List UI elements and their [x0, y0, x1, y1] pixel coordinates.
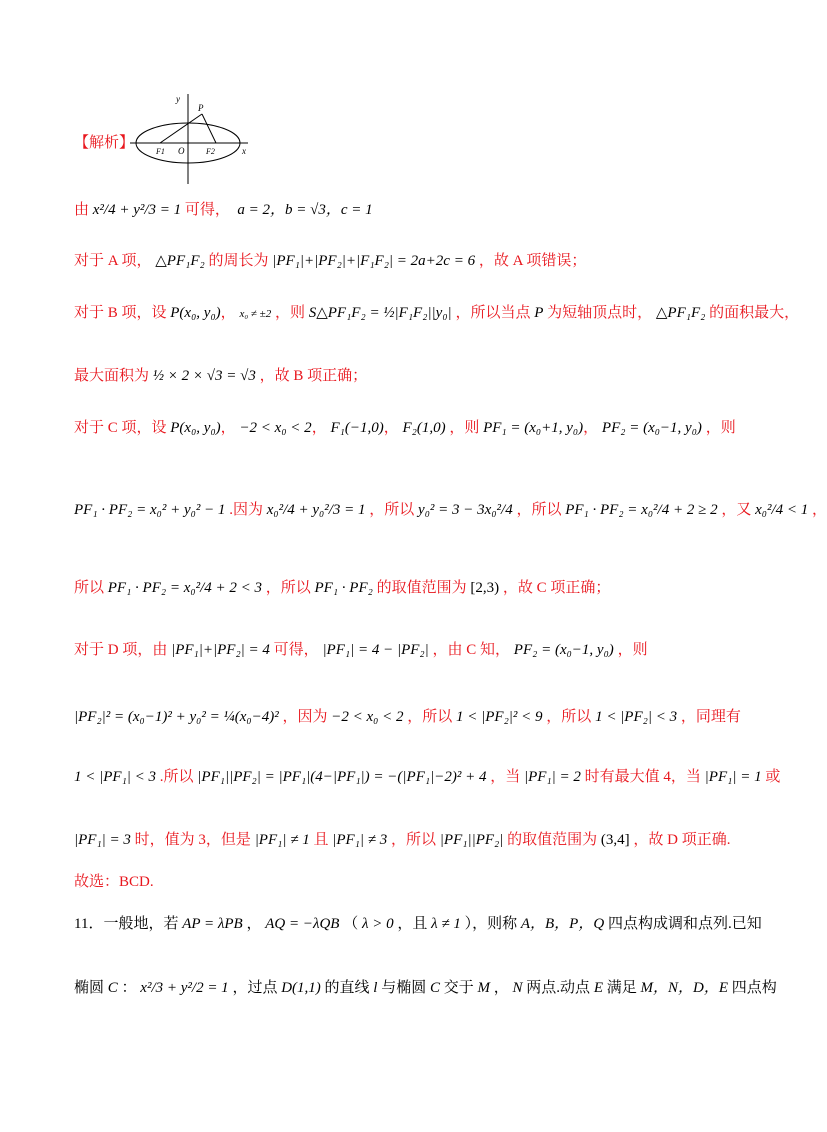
- text: 的面积最大，: [709, 305, 800, 321]
- text: 的直线: [324, 980, 370, 996]
- expr: x₀²/4 + y₀²/3 = 1: [266, 502, 366, 518]
- triangle: △PF₁F₂: [655, 305, 706, 321]
- expr: |PF₁| ≠ 1: [254, 832, 310, 848]
- text: （: [343, 916, 359, 932]
- condition: −2 < x₀ < 2: [239, 420, 312, 436]
- text: ，所以: [369, 502, 415, 518]
- axis-label-x: x: [242, 146, 246, 156]
- parameters: a = 2，b = √3，c = 1: [237, 202, 373, 218]
- text: ，则: [705, 420, 736, 436]
- point-label-f1: F1: [156, 147, 165, 156]
- text: 椭圆: [74, 980, 105, 996]
- text: ，故 D 项正确.: [633, 832, 731, 848]
- expr: |PF₁|+|PF₂| = 4: [171, 642, 270, 658]
- text: 由: [74, 202, 90, 218]
- point-p: P: [534, 305, 544, 321]
- text: ，又: [721, 502, 752, 518]
- expr: AQ = −λQB: [265, 916, 340, 932]
- text: 四点构成调和点列.已知: [607, 916, 762, 932]
- text: 时有最大值 4，当: [584, 769, 701, 785]
- line-2: [74, 251, 586, 271]
- expr: |PF₁| = 1: [704, 769, 762, 785]
- text: 与椭圆: [381, 980, 427, 996]
- point: P(x₀, y₀): [170, 305, 221, 321]
- text: ，: [246, 916, 262, 932]
- expr: PF₁ · PF₂: [314, 580, 373, 596]
- expr: x²/3 + y²/2 = 1: [140, 980, 229, 996]
- point-label-o: O: [178, 146, 185, 156]
- ellipse-figure: [130, 92, 255, 187]
- expr: 1 < |PF₁| < 3: [74, 769, 157, 785]
- expr: l: [373, 980, 378, 996]
- perimeter-expr: |PF₁|+|PF₂|+|F₁F₂| = 2a+2c = 6: [272, 253, 476, 269]
- max-area-expr: ½ × 2 × √3 = √3: [152, 368, 256, 384]
- focus-1: F₁(−1,0): [330, 420, 384, 436]
- text: ，由 C 知，: [432, 642, 511, 658]
- expr: |PF₁| = 4 − |PF₂|: [322, 642, 429, 658]
- expr: D(1,1): [281, 980, 321, 996]
- expr: PF₁ · PF₂ = x₀²/4 + 2 ≥ 2: [565, 502, 718, 518]
- text: ），则称: [464, 916, 518, 932]
- answer: 故选：BCD.: [74, 874, 154, 890]
- expr: |PF₁| = 2: [523, 769, 581, 785]
- text: 对于 C 项，设: [74, 420, 167, 436]
- text: ，所以: [546, 709, 592, 725]
- text: 的取值范围为: [376, 580, 467, 596]
- text: ，: [493, 980, 509, 996]
- text: ，所以: [516, 502, 562, 518]
- text: ，故 A 项错误；: [478, 253, 587, 269]
- text: ，: [812, 502, 827, 518]
- line-9: [74, 707, 741, 727]
- text: 两点.动点: [526, 980, 591, 996]
- text: .所以: [159, 769, 194, 785]
- text: 所以: [74, 580, 105, 596]
- text: 最大面积为: [74, 368, 150, 384]
- expr: 1 < |PF₂|² < 9: [456, 709, 543, 725]
- text: 可得，: [273, 642, 319, 658]
- expr: |PF₁| = 3: [74, 832, 131, 848]
- line-10: [74, 767, 780, 787]
- text: ，则: [617, 642, 648, 658]
- question-11-line-1: [74, 914, 762, 934]
- expr: λ > 0: [361, 916, 394, 932]
- expr: PF₂ = (x₀−1, y₀): [513, 642, 614, 658]
- text: ，所以: [391, 832, 437, 848]
- triangle: △PF₁F₂: [155, 253, 205, 269]
- expr: AP = λPB: [182, 916, 243, 932]
- focus-2: F₂(1,0): [402, 420, 446, 436]
- line-11: [74, 830, 730, 850]
- expr: |PF₁||PF₂| = |PF₁|(4−|PF₁|) = −(|PF₁|−2)² + 4: [197, 769, 487, 785]
- point: P(x₀, y₀): [170, 420, 221, 436]
- expr: PF₁ · PF₂ = x₀²/4 + 2 < 3: [107, 580, 262, 596]
- text: 交于: [443, 980, 474, 996]
- text: ，故 B 项正确；: [259, 368, 368, 384]
- text: 且: [313, 832, 329, 848]
- text: 时，值为 3，但是: [134, 832, 251, 848]
- line-6: [74, 500, 827, 520]
- expr: C: [429, 980, 440, 996]
- text: ，当: [490, 769, 521, 785]
- text: ，且: [397, 916, 428, 932]
- text: ：: [121, 980, 137, 996]
- expr: y₀² = 3 − 3x₀²/4: [418, 502, 513, 518]
- axis-label-y: y: [176, 94, 180, 104]
- expr: N: [512, 980, 523, 996]
- text: 满足: [606, 980, 637, 996]
- range: (3,4]: [600, 832, 630, 848]
- text: ，过点: [232, 980, 278, 996]
- text: 的周长为: [208, 253, 269, 269]
- expr: E: [593, 980, 603, 996]
- text: 为短轴顶点时，: [547, 305, 653, 321]
- line-8: [74, 640, 648, 660]
- text: 或: [765, 769, 781, 785]
- text: 11．一般地，若: [74, 916, 179, 932]
- area-expr: S△PF₁F₂ = ½|F₁F₂||y₀|: [308, 305, 452, 321]
- text: ，故 C 项正确；: [502, 580, 611, 596]
- ellipse-equation: x²/4 + y²/3 = 1: [92, 202, 182, 218]
- text: ，因为: [282, 709, 328, 725]
- line-7: [74, 578, 610, 598]
- text: 的取值范围为: [507, 832, 598, 848]
- text: 可得，: [184, 202, 230, 218]
- text: ，所以: [265, 580, 311, 596]
- vector-pf1: PF₁ = (x₀+1, y₀): [483, 420, 584, 436]
- range: [2,3): [470, 580, 500, 596]
- text: ，所以当点: [455, 305, 531, 321]
- text: 对于 B 项，设: [74, 305, 167, 321]
- point-label-p: P: [198, 103, 204, 113]
- line-5: 对于 C 项，设 P(x₀, y₀)， −2 < x₀ < 2， F₁(−1,0)， F₂(1,0) ，则 PF₁ = (x₀+1, y₀)， PF₂ = (x₀−1, y₀) ，则: [74, 420, 736, 436]
- text: ，则: [274, 305, 305, 321]
- point-label-f2: F2: [206, 147, 215, 156]
- text: .因为: [229, 502, 263, 518]
- vector-pf2: PF₂ = (x₀−1, y₀): [601, 420, 702, 436]
- expr: x₀²/4 < 1: [755, 502, 809, 518]
- expr: C: [107, 980, 118, 996]
- line-3: 对于 B 项，设 P(x₀, y₀)， x₀ ≠ ±2 ，则 S△PF₁F₂ = ½|F₁F₂||y₀| ，所以当点 P 为短轴顶点时， △PF₁F₂ 的面积最大，: [74, 305, 800, 321]
- text: ，所以: [407, 709, 453, 725]
- line-4: [74, 366, 367, 386]
- condition: x₀ ≠ ±2: [239, 308, 272, 320]
- line-12: [74, 872, 154, 892]
- expr: M，N，D，E: [640, 980, 728, 996]
- question-11-line-2: [74, 978, 777, 998]
- expr: |PF₁| ≠ 3: [332, 832, 388, 848]
- text: 对于 D 项，由: [74, 642, 168, 658]
- text: ，同理有: [680, 709, 741, 725]
- line-1: [74, 200, 373, 220]
- expr: |PF₁||PF₂|: [439, 832, 504, 848]
- expr: −2 < x₀ < 2: [331, 709, 404, 725]
- text: 四点构: [731, 980, 777, 996]
- text: ，则: [449, 420, 480, 436]
- analysis-label: 【解析】: [74, 135, 135, 151]
- expr: PF₁ · PF₂ = x₀² + y₀² − 1: [74, 502, 226, 518]
- expr: 1 < |PF₂| < 3: [595, 709, 678, 725]
- expr: |PF₂|² = (x₀−1)² + y₀² = ¼(x₀−4)²: [74, 709, 279, 725]
- expr: λ ≠ 1: [431, 916, 461, 932]
- expr: M: [477, 980, 491, 996]
- expr: A，B，P，Q: [520, 916, 605, 932]
- text: 对于 A 项，: [74, 253, 152, 269]
